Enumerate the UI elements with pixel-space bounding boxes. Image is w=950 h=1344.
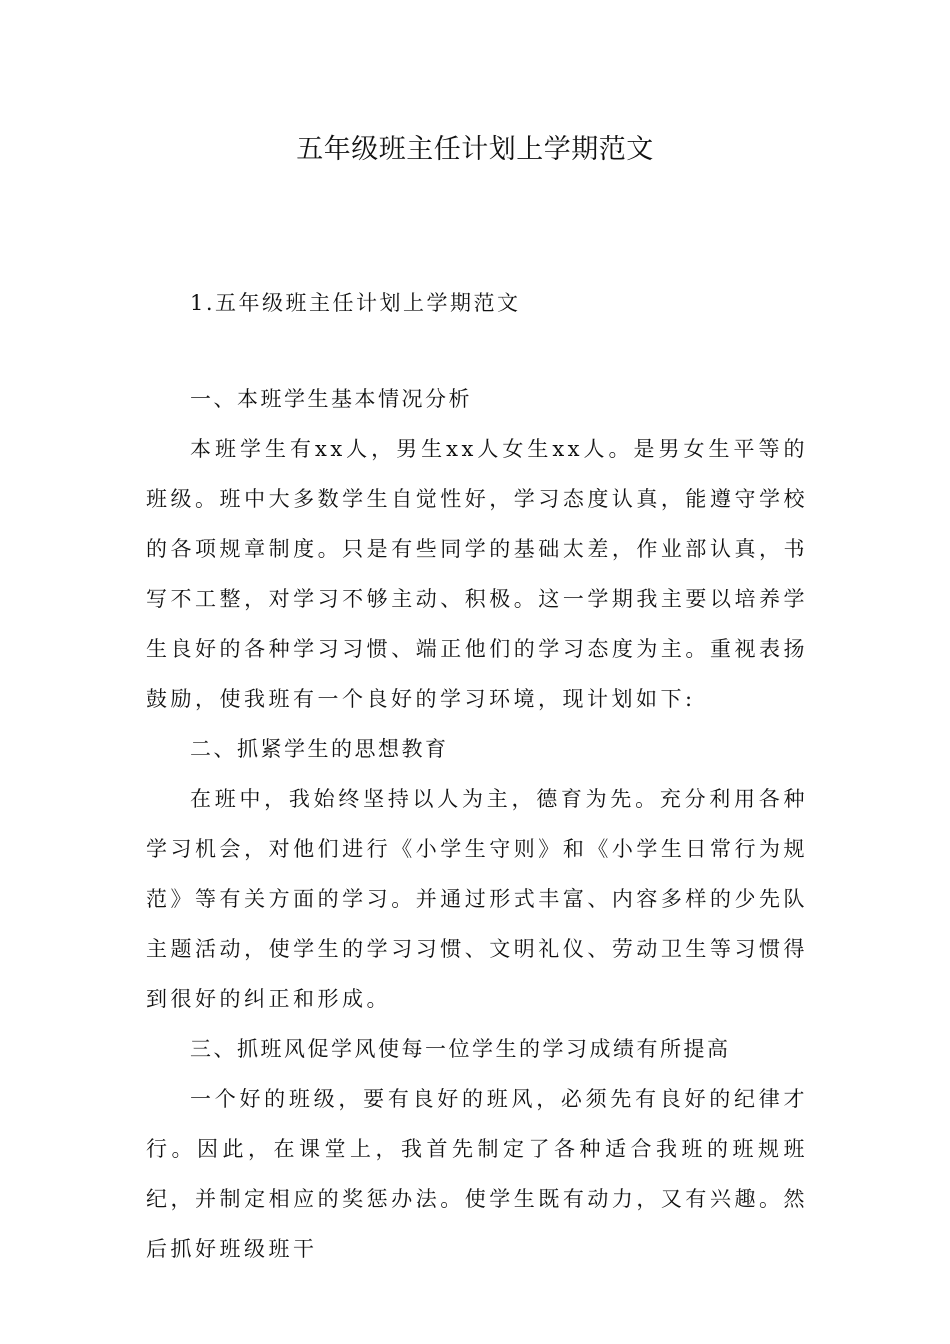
section-heading-1: 一、本班学生基本情况分析 — [190, 387, 472, 411]
section-paragraph-2: 在班中，我始终坚持以人为主，德育为先。充分利用各种学习机会，对他们进行《小学生守则》和《小学生日常行为规范》等有关方面的学习。并通过形式丰富、内容多样的少先队主题活动，使学生的学习习惯、文明礼仪、劳动卫生等习惯得到很好的纠正和形成。 — [146, 787, 808, 1011]
document-body — [146, 280, 808, 1274]
document-title: 五年级班主任计划上学期范文 — [296, 134, 654, 165]
section-paragraph-1: 本班学生有xx人，男生xx人女生xx人。是男女生平等的班级。班中大多数学生自觉性好，学习态度认真，能遵守学校的各项规章制度。只是有些同学的基础太差，作业部认真，书写不工整，对学习不够主动、积极。这一学期我主要以培养学生良好的各种学习习惯、端正他们的学习态度为主。重视表扬鼓励，使我班有一个良好的学习环境，现计划如下: — [146, 437, 808, 711]
section-heading-2: 二、抓紧学生的思想教育 — [190, 737, 449, 761]
section-heading-3: 三、抓班风促学风使每一位学生的学习成绩有所提高 — [190, 1037, 731, 1061]
section-paragraph-3: 一个好的班级，要有良好的班风，必须先有良好的纪律才行。因此，在课堂上，我首先制定了各种适合我班的班规班纪，并制定相应的奖惩办法。使学生既有动力，又有兴趣。然后抓好班级班干 — [146, 1087, 808, 1261]
document-subtitle: 1.五年级班主任计划上学期范文 — [190, 291, 521, 315]
